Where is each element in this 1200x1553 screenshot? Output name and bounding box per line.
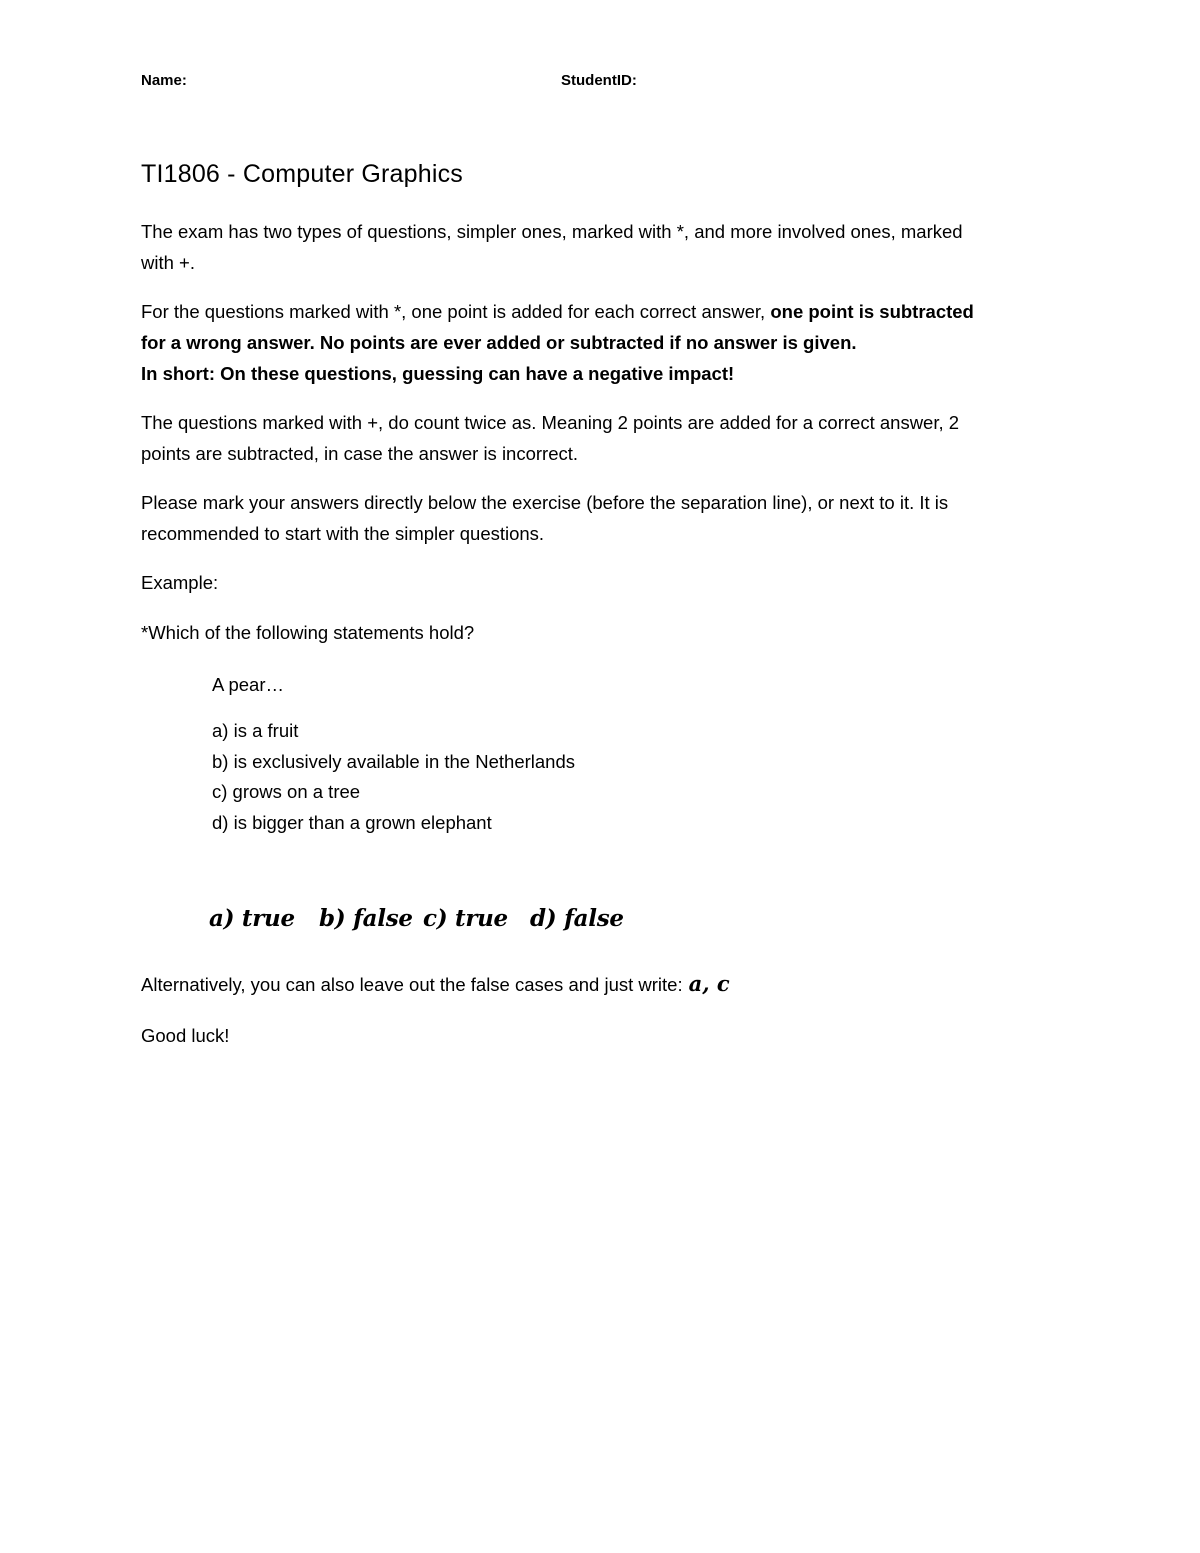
handwritten-answer-c: c) true bbox=[423, 905, 508, 932]
scoring-normal-text: For the questions marked with *, one point is added for each correct answer, bbox=[141, 301, 771, 322]
intro-line-1: The exam has two types of questions, simpler ones, marked with *, and more involved ones, marked bbox=[141, 221, 963, 242]
scoring-bold-text-1: one point is subtracted bbox=[770, 301, 974, 322]
marking-line-1: Please mark your answers directly below the exercise (before the separation line), or next to it. It is bbox=[141, 492, 949, 513]
intro-paragraph bbox=[141, 216, 1041, 278]
name-label: Name: bbox=[141, 72, 187, 89]
example-subject: A pear… bbox=[212, 674, 284, 695]
plus-rule-line-2: points are subtracted, in case the answer is incorrect. bbox=[141, 443, 579, 464]
alternative-text: Alternatively, you can also leave out the false cases and just write: bbox=[141, 974, 683, 995]
page-title: TI1806 - Computer Graphics bbox=[141, 160, 463, 188]
handwritten-answer-b: b) false bbox=[319, 905, 413, 932]
plus-rule-paragraph bbox=[141, 407, 1041, 469]
example-question: *Which of the following statements hold? bbox=[141, 622, 475, 643]
intro-line-2: with +. bbox=[141, 252, 195, 273]
alternative-handwritten: a, c bbox=[688, 971, 730, 996]
example-option: c) grows on a tree bbox=[212, 781, 361, 802]
example-label: Example: bbox=[141, 572, 219, 593]
scoring-bold-text-3: In short: On these questions, guessing can have a negative impact! bbox=[141, 363, 735, 384]
marking-line-2: recommended to start with the simpler questions. bbox=[141, 523, 545, 544]
scoring-paragraph bbox=[141, 296, 1041, 389]
example-option: d) is bigger than a grown elephant bbox=[212, 811, 492, 833]
header-row bbox=[141, 72, 1041, 96]
plus-rule-line-1: The questions marked with +, do count twice as. Meaning 2 points are added for a correct answer, 2 bbox=[141, 412, 960, 433]
handwritten-answer-d: d) false bbox=[530, 905, 624, 932]
scoring-bold-text-2: for a wrong answer. No points are ever added or subtracted if no answer is given. bbox=[141, 332, 857, 353]
handwritten-answer-a: a) true bbox=[209, 905, 295, 932]
example-option: b) is exclusively available in the Netherlands bbox=[212, 750, 575, 772]
example-options-list bbox=[212, 716, 575, 838]
alternative-paragraph bbox=[141, 968, 730, 1000]
student-id-label: StudentID: bbox=[561, 72, 637, 89]
marking-paragraph bbox=[141, 487, 1041, 549]
example-option: a) is a fruit bbox=[212, 720, 299, 741]
closing-text: Good luck! bbox=[141, 1025, 230, 1046]
